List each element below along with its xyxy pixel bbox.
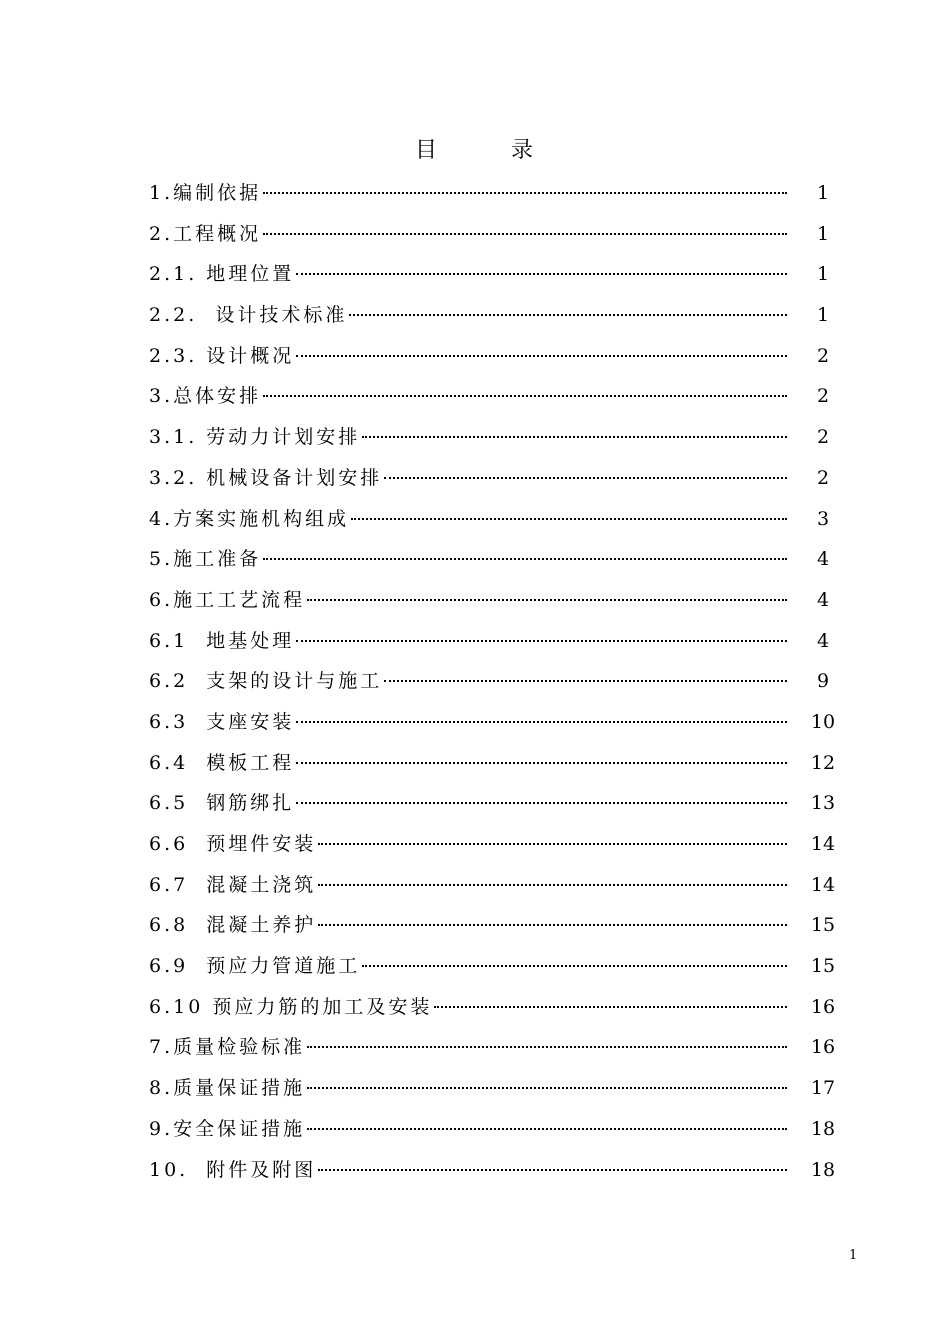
toc-entry-page: 10 xyxy=(810,710,836,733)
toc-title-right: 录 xyxy=(511,138,536,163)
toc-title-left: 目 xyxy=(414,138,439,163)
toc-entry[interactable] xyxy=(149,1031,849,1072)
toc-entry-label: 1.编制依据 xyxy=(149,182,262,204)
toc-entry[interactable] xyxy=(149,828,849,869)
toc-dot-leader xyxy=(384,477,787,479)
toc-entry-label: 6.1 地基处理 xyxy=(149,629,295,652)
toc-entry[interactable] xyxy=(149,340,849,381)
toc-entry-page: 13 xyxy=(810,792,836,815)
toc-entry-page: 18 xyxy=(810,1117,836,1140)
toc-entry-page: 4 xyxy=(816,588,830,611)
toc-entry-page: 2 xyxy=(816,426,830,449)
toc-entry-page: 16 xyxy=(810,995,836,1018)
toc-entry[interactable] xyxy=(149,1113,849,1154)
toc-entry-page: 12 xyxy=(810,751,836,774)
toc-dot-leader xyxy=(307,599,787,601)
toc-entry-label: 3.1. 劳动力计划安排 xyxy=(149,426,361,449)
toc-entry-page: 17 xyxy=(810,1077,836,1100)
toc-entry[interactable] xyxy=(149,1072,849,1113)
toc-entry-page: 1 xyxy=(816,263,830,286)
toc-dot-leader xyxy=(434,1006,787,1008)
toc-entry[interactable] xyxy=(149,218,849,259)
toc-entry-label: 8.质量保证措施 xyxy=(149,1077,306,1100)
toc-entry-page: 15 xyxy=(810,955,836,978)
toc-dot-leader xyxy=(296,762,787,764)
toc-entry-page: 2 xyxy=(816,344,830,367)
toc-entry-page: 2 xyxy=(816,385,830,408)
toc-entry-page: 9 xyxy=(816,670,830,693)
toc-dot-leader xyxy=(263,558,787,560)
toc-entry-label: 6.2 支架的设计与施工 xyxy=(149,670,383,693)
toc-entry[interactable] xyxy=(149,503,849,544)
toc-entry-page: 2 xyxy=(816,466,830,489)
toc-entry[interactable] xyxy=(149,380,849,421)
toc-title xyxy=(0,136,950,166)
toc-entry-label: 10. 附件及附图 xyxy=(149,1158,317,1181)
toc-entry-page: 4 xyxy=(816,548,830,571)
toc-entry[interactable] xyxy=(149,869,849,910)
toc-entry-page: 4 xyxy=(816,629,830,652)
toc-entry[interactable] xyxy=(149,747,849,788)
toc-entry-page: 3 xyxy=(816,507,830,530)
toc-entry[interactable] xyxy=(149,177,849,218)
toc-entry-label: 6.施工工艺流程 xyxy=(149,588,306,611)
toc-entry-page: 18 xyxy=(810,1158,836,1181)
toc-dot-leader xyxy=(384,680,787,682)
toc-dot-leader xyxy=(296,640,787,642)
toc-entry-label: 6.7 混凝土浇筑 xyxy=(149,873,317,896)
toc-dot-leader xyxy=(349,314,787,316)
toc-entry-label: 2.2. 设计技术标准 xyxy=(149,304,348,327)
toc-entry[interactable] xyxy=(149,787,849,828)
toc-entry-label: 2.工程概况 xyxy=(149,222,262,245)
toc-entry-label: 3.2. 机械设备计划安排 xyxy=(149,466,383,489)
toc-dot-leader xyxy=(318,843,787,845)
toc-entry-page: 14 xyxy=(810,833,836,855)
toc-entry-label: 6.9 预应力管道施工 xyxy=(149,955,361,978)
toc-entry-page: 16 xyxy=(810,1036,836,1059)
toc-entry[interactable] xyxy=(149,462,849,503)
toc-dot-leader xyxy=(307,1128,787,1130)
toc-entry[interactable] xyxy=(149,1154,849,1195)
toc-entry-page: 14 xyxy=(810,873,836,896)
toc-dot-leader xyxy=(362,436,787,438)
page-number: 1 xyxy=(849,1248,858,1263)
toc-entry[interactable] xyxy=(149,909,849,950)
toc-dot-leader xyxy=(263,395,787,397)
toc-dot-leader xyxy=(362,965,787,967)
toc-dot-leader xyxy=(307,1046,787,1048)
toc-dot-leader xyxy=(263,192,787,194)
toc-entry-label: 3.总体安排 xyxy=(149,385,262,408)
toc-entry-label: 5.施工准备 xyxy=(149,548,262,571)
toc-dot-leader xyxy=(318,1169,787,1171)
toc-entry-label: 6.10 预应力筋的加工及安装 xyxy=(149,995,433,1018)
toc-entry-label: 2.1. 地理位置 xyxy=(149,263,295,286)
toc-dot-leader xyxy=(296,802,787,804)
toc-entry[interactable] xyxy=(149,991,849,1032)
toc-dot-leader xyxy=(318,924,787,926)
toc-dot-leader xyxy=(263,233,787,235)
toc-entry-page: 1 xyxy=(816,182,830,204)
toc-entry[interactable] xyxy=(149,421,849,462)
toc-entry-label: 6.8 混凝土养护 xyxy=(149,914,317,937)
toc-entry-page: 1 xyxy=(816,304,830,327)
toc-entry[interactable] xyxy=(149,543,849,584)
toc-entry-page: 15 xyxy=(810,914,836,937)
toc-dot-leader xyxy=(351,518,787,520)
toc-entry[interactable] xyxy=(149,665,849,706)
toc-entry-label: 4.方案实施机构组成 xyxy=(149,507,350,530)
toc-entry-label: 9.安全保证措施 xyxy=(149,1117,306,1140)
toc-entry-label: 6.5 钢筋绑扎 xyxy=(149,792,295,815)
toc-entry-label: 2.3. 设计概况 xyxy=(149,344,295,367)
toc-entry[interactable] xyxy=(149,625,849,666)
toc-dot-leader xyxy=(296,721,787,723)
toc-entry-page: 1 xyxy=(816,222,830,245)
toc-dot-leader xyxy=(296,273,787,275)
toc-dot-leader xyxy=(296,355,787,357)
toc-entry-label: 6.3 支座安装 xyxy=(149,710,295,733)
toc-entry[interactable] xyxy=(149,706,849,747)
toc-entry[interactable] xyxy=(149,584,849,625)
toc-entry-label: 7.质量检验标准 xyxy=(149,1036,306,1059)
toc-dot-leader xyxy=(307,1087,787,1089)
toc-dot-leader xyxy=(318,884,787,886)
toc-entry[interactable] xyxy=(149,258,849,299)
toc-entry-label: 6.4 模板工程 xyxy=(149,751,295,774)
toc-entry-label: 6.6 预埋件安装 xyxy=(149,833,317,855)
toc-entry[interactable] xyxy=(149,299,849,340)
table-of-contents xyxy=(149,177,849,1194)
toc-entry[interactable] xyxy=(149,950,849,991)
